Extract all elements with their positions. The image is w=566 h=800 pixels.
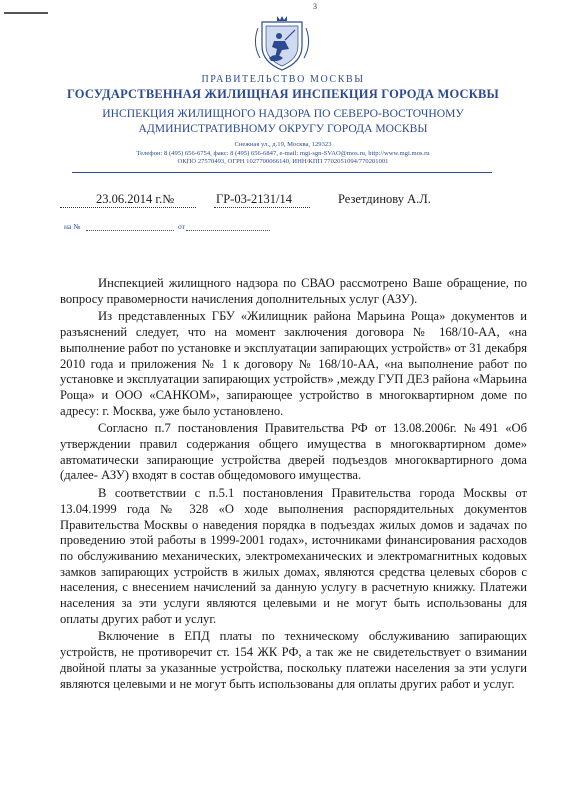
registry-codes-line: ОКПО 27570493, ОГРН 1027700066140, ИНН/КПП 7702051094/770201001 (177, 158, 389, 165)
division-title-line1: ИНСПЕКЦИЯ ЖИЛИЩНОГО НАДЗОРА ПО СЕВЕРО-ВОСТОЧНОМУ (102, 107, 464, 120)
body-paragraph: Согласно п.7 постановления Правительства РФ от 13.08.2006г. №491 «Об утверждении правил содержания общего имущества в многоквартирном доме» автоматически запирающие устройства дверей подъездов многоквартирного дома (далее- АЗУ) входят в состав общедомового имущества. (60, 421, 527, 483)
reference-date-line (186, 230, 270, 231)
addressee: Резетдинову А.Л. (338, 192, 431, 206)
letter-body (60, 276, 527, 692)
body-paragraph: Инспекцией жилищного надзора по СВАО рассмотрено Ваше обращение, по вопросу правомерности начисления дополнительных услуг (АЗУ). (60, 276, 527, 306)
reference-number-label: на № (64, 222, 81, 231)
number-underline (214, 207, 310, 208)
letter-date-value: 23.06.2014 г. (96, 192, 163, 206)
header-divider (72, 172, 492, 173)
division-title-line2: АДМИНИСТРАТИВНОМУ ОКРУГУ ГОРОДА МОСКВЫ (138, 122, 428, 135)
letter-number: ГР-03-2131/14 (216, 192, 292, 206)
contact-line: Телефон: 8 (495) 656-6754, факс: 8 (495) 656-6847, e-mail: mgi-sgn-SVAO@mos.ru, http://www.mgi.mos.ru (136, 149, 430, 157)
body-paragraph: В соответствии с п.5.1 постановления Правительства города Москвы от 13.04.1999 года № 328 «О ходе выполнения распорядительных документов Правительства Москвы о наведения порядка в подъездах жилых домов и задачах по проведению этой работы в 1999-2001 годах», источниками финансирования расходов по обслуживанию механических, электромеханических и электромагнитных кодовых замков запирающих устройств в жилых домах, являются средства целевых сборов с населения, с внесением начислений за данную услугу в расчетную книжку. Платежи населения за эти услуги являются целевыми и не могут быть использованы для оплаты других работ и услуг. (60, 486, 527, 626)
body-paragraph: Включение в ЕПД платы по техническому обслуживанию запирающих устройств, не противоречит ст. 154 ЖК РФ, а так же не свидетельствует о взимании двойной платы за указанные устройства, поскольку платежи населения за эти услуги являются целевыми и не могут быть использованы для оплаты других работ и услуг. (60, 629, 527, 691)
page-number: 3 (313, 2, 317, 11)
number-sign: № (162, 192, 175, 206)
reference-from-label: от (178, 222, 185, 231)
moscow-coat-of-arms-icon (249, 14, 315, 74)
body-paragraph: Из представленных ГБУ «Жилищник района Марьина Роща» документов и разъяснений следует, что на момент заключения договора № 168/10-АА, «на выполнение работ по установке и эксплуатации запирающих устройств» от 31 декабря 2010 года и приложения № 1 к договору № 168/10-АА, «на выполнение работ по установке и эксплуатации запирающих устройств» ,между ГУП ДЕЗ района «Марьина Роща» и ООО «САНКОМ», запирающее устройство в многоквартирном доме по адресу: г. Москва, уже было установлено. (60, 309, 527, 418)
address-line: Снежная ул., д.19, Москва, 129323 (234, 141, 332, 148)
date-underline (60, 207, 196, 208)
scan-mark (4, 12, 48, 14)
agency-title: ГОСУДАРСТВЕННАЯ ЖИЛИЩНАЯ ИНСПЕКЦИЯ ГОРОДА МОСКВЫ (66, 87, 500, 101)
government-title: ПРАВИТЕЛЬСТВО МОСКВЫ (201, 74, 365, 85)
letter-date (96, 192, 174, 207)
reference-number-line (86, 230, 174, 231)
